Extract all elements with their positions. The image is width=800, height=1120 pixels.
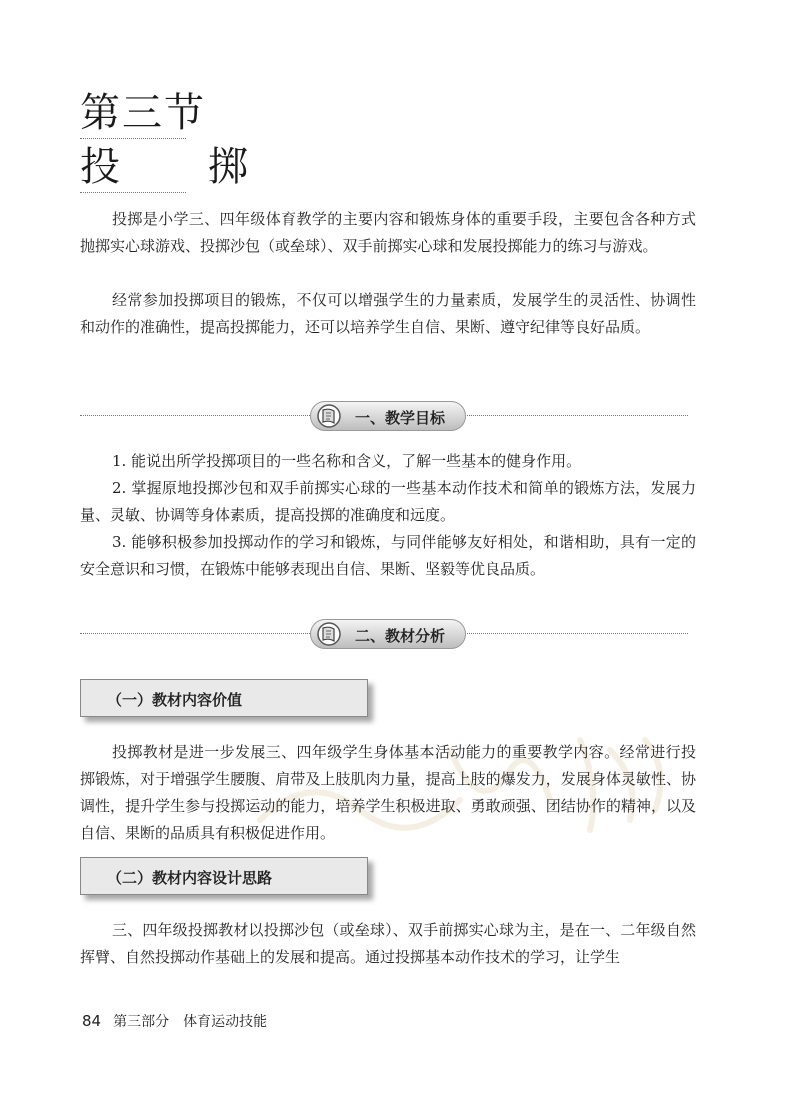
subheading-design-approach — [80, 857, 368, 895]
subheading-label: （一）教材内容价值 — [107, 691, 243, 709]
goal-item-3: 3. 能够积极参加投掷动作的学习和锻炼，与同伴能够友好相处，和谐相助，具有一定的安全意识和习惯，在锻炼中能够表现出自信、果断、坚毅等优良品质。 — [80, 533, 696, 578]
heading-label: 二、教材分析 — [355, 627, 446, 645]
book-page-icon — [315, 621, 343, 647]
subheading-content-value — [80, 679, 368, 717]
part-title: 第三部分 体育运动技能 — [113, 1014, 268, 1030]
heading-label: 一、教学目标 — [355, 409, 446, 427]
content-value-paragraph: 投掷教材是进一步发展三、四年级学生身体基本活动能力的重要教学内容。经常进行投掷锻炼，对于增强学生腰腹、肩带及上肢肌肉力量，提高上肢的爆发力，发展身体灵敏性、协调性，提升学生参与投掷运动的能力，培养学生积极进取、勇敢顽强、团结协作的精神，以及自信、果断的品质具有积极促进作用。 — [80, 743, 696, 842]
subheading-label: （二）教材内容设计思路 — [107, 869, 273, 887]
page-number: 84 — [82, 1012, 102, 1030]
heading-teaching-goals — [80, 401, 688, 431]
section-number: 第三节 — [80, 93, 186, 139]
goal-item-2: 2. 掌握原地投掷沙包和双手前掷实心球的一些基本动作技术和简单的锻炼方法，发展力量、灵敏、协调等身体素质，提高投掷的准确度和远度。 — [80, 479, 696, 524]
heading-pill — [310, 401, 466, 431]
book-page-icon — [315, 403, 343, 429]
heading-pill — [310, 619, 466, 649]
goal-item-1: 1. 能说出所学投掷项目的一些名称和含义，了解一些基本的健身作用。 — [112, 452, 582, 470]
page-footer — [82, 1011, 267, 1031]
section-heading: 投 掷 — [80, 147, 186, 193]
design-approach-paragraph: 三、四年级投掷教材以投掷沙包（或垒球）、双手前掷实心球为主，是在一、二年级自然挥臂、自然投掷动作基础上的发展和提高。通过投掷基本动作技术的学习，让学生 — [80, 921, 696, 966]
intro-paragraph-1: 投掷是小学三、四年级体育教学的主要内容和锻炼身体的重要手段，主要包含各种方式抛掷实心球游戏、投掷沙包（或垒球）、双手前掷实心球和发展投掷能力的练习与游戏。 — [80, 210, 696, 255]
heading-material-analysis — [80, 619, 688, 649]
intro-paragraph-2: 经常参加投掷项目的锻炼，不仅可以增强学生的力量素质，发展学生的灵活性、协调性和动作的准确性，提高投掷能力，还可以培养学生自信、果断、遵守纪律等良好品质。 — [80, 291, 696, 336]
section-title — [80, 90, 272, 193]
